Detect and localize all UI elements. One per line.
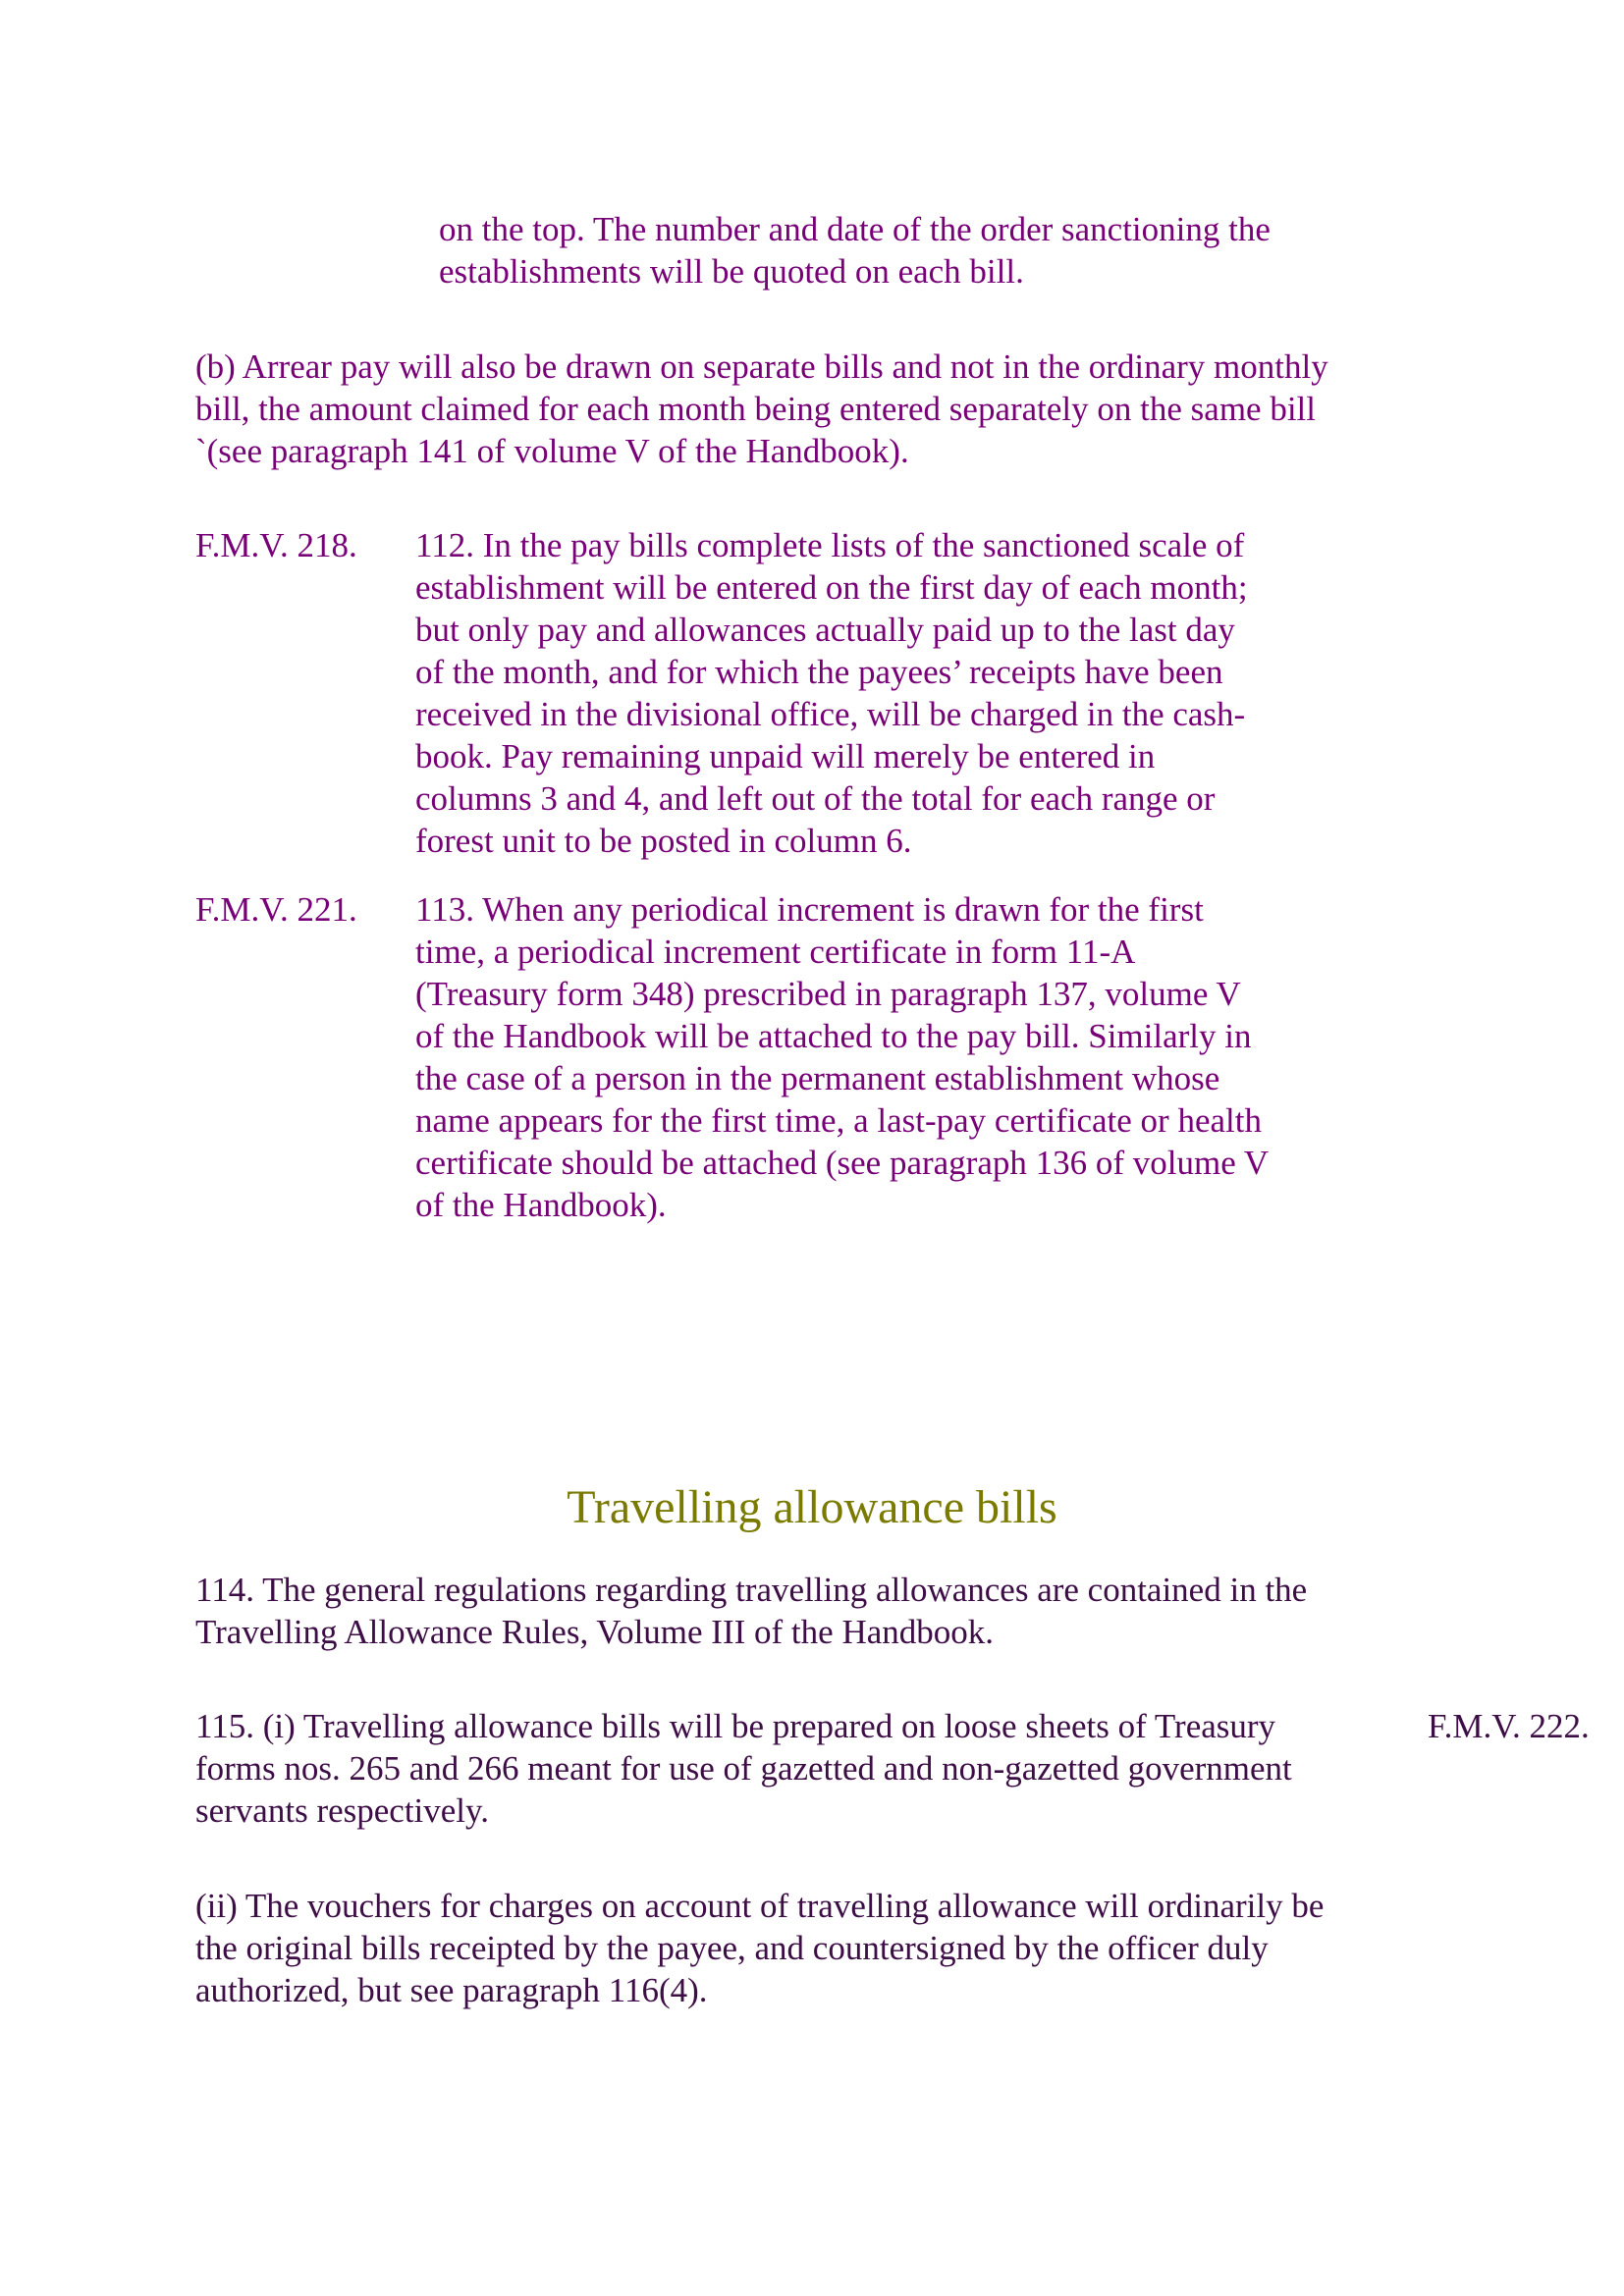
text-line: (b) Arrear pay will also be drawn on separate bills and not in the ordinary monthly (195, 347, 1328, 386)
paragraph-114 (195, 1569, 1307, 1653)
paragraph-112 (415, 524, 1248, 862)
text-line: the case of a person in the permanent establishment whose (415, 1059, 1220, 1097)
text-line: Travelling Allowance Rules, Volume III of the Handbook. (195, 1613, 994, 1651)
text-line: servants respectively. (195, 1791, 490, 1830)
continuation-paragraph (439, 208, 1271, 293)
text-line: bill, the amount claimed for each month being entered separately on the same bill (195, 390, 1317, 428)
text-line: `(see paragraph 141 of volume V of the Handbook). (195, 432, 909, 470)
text-line: book. Pay remaining unpaid will merely be entered in (415, 737, 1156, 775)
text-line: 115. (i) Travelling allowance bills will be prepared on loose sheets of Treasury (195, 1707, 1276, 1745)
margin-reference-113: F.M.V. 221. (195, 890, 357, 929)
margin-reference-112: F.M.V. 218. (195, 526, 357, 564)
text-line: establishments will be quoted on each bill. (439, 252, 1024, 291)
paragraph-b (195, 346, 1328, 472)
text-line: forest unit to be posted in column 6. (415, 822, 912, 860)
paragraph-115-i (195, 1705, 1292, 1832)
text-line: (Treasury form 348) prescribed in paragraph 137, volume V (415, 975, 1241, 1013)
text-line: 114. The general regulations regarding travelling allowances are contained in the (195, 1571, 1308, 1609)
text-line: received in the divisional office, will be charged in the cash- (415, 695, 1246, 733)
text-line: forms nos. 265 and 266 meant for use of gazetted and non-gazetted government (195, 1749, 1292, 1788)
text-line: columns 3 and 4, and left out of the total for each range or (415, 779, 1216, 818)
text-line: name appears for the first time, a last-pay certificate or health (415, 1101, 1262, 1140)
text-line: but only pay and allowances actually paid up to the last day (415, 611, 1235, 649)
text-line: establishment will be entered on the first day of each month; (415, 568, 1248, 607)
text-line: time, a periodical increment certificate in form 11-A (415, 933, 1136, 971)
text-line: 112. In the pay bills complete lists of the sanctioned scale of (415, 526, 1245, 564)
margin-reference-115: F.M.V. 222. (1428, 1707, 1590, 1745)
paragraph-115-ii (195, 1885, 1324, 2011)
section-heading: Travelling allowance bills (567, 1481, 1057, 1533)
text-line: authorized, but see paragraph 116(4). (195, 1971, 708, 2009)
text-line: on the top. The number and date of the order sanctioning the (439, 210, 1271, 248)
text-line: certificate should be attached (see paragraph 136 of volume V (415, 1144, 1270, 1182)
text-line: 113. When any periodical increment is drawn for the first (415, 890, 1204, 929)
text-line: of the Handbook). (415, 1186, 667, 1224)
text-line: (ii) The vouchers for charges on account of travelling allowance will ordinarily be (195, 1887, 1325, 1925)
text-line: of the Handbook will be attached to the pay bill. Similarly in (415, 1017, 1252, 1055)
text-line: of the month, and for which the payees’ receipts have been (415, 653, 1223, 691)
text-line: the original bills receipted by the payee, and countersigned by the officer duly (195, 1929, 1269, 1967)
paragraph-113 (415, 888, 1269, 1226)
